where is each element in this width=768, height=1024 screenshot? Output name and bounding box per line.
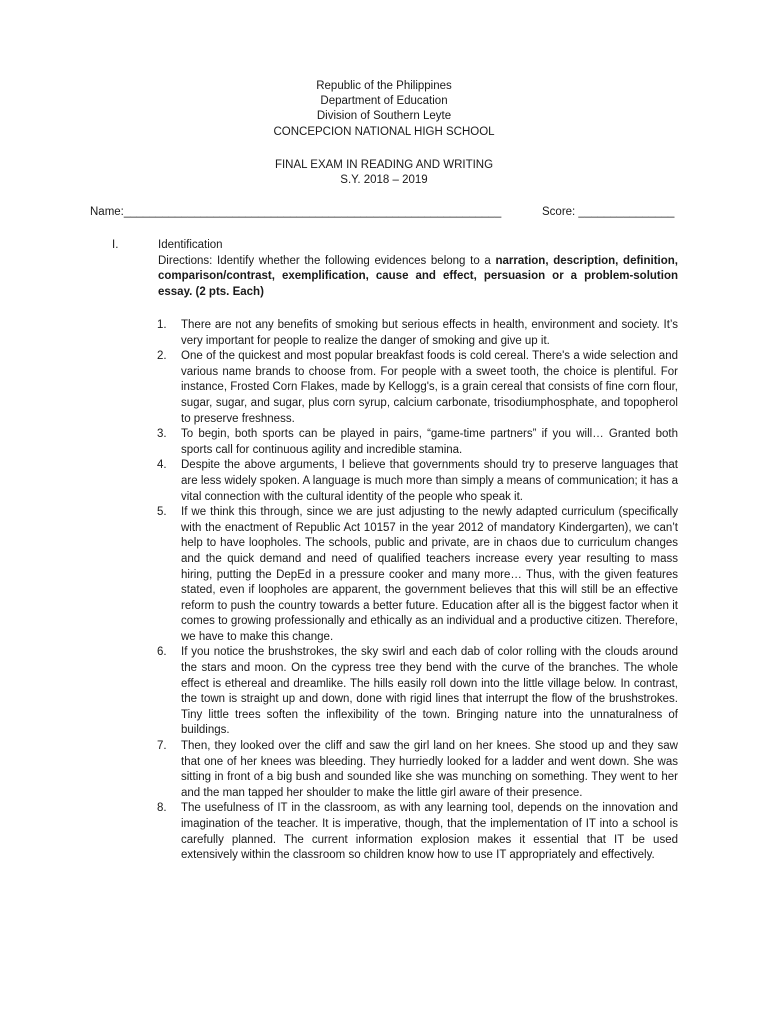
exam-title: FINAL EXAM IN READING AND WRITING [274, 159, 494, 171]
directions-text: Directions: Identify whether the following evidences belong to a [158, 254, 496, 267]
question-text: To begin, both sports can be played in pairs, “game-time partners” if you will… Granted both sports call for continuous agility and incredible stamina. [181, 428, 678, 456]
question-list [157, 318, 678, 864]
school-header [0, 79, 768, 140]
question-number: 5. [157, 506, 167, 519]
question-item-7 [157, 739, 678, 801]
question-text: If we think this through, since we are just adjusting to the newly adapted curriculum (specifically with the enactment of Republic Act 10157 in the year 2012 of mandatory Kindergarten), we can’t help to have loopholes. The schools, public and private, are in chaos due to curriculum changes and the quick demand and need of qualified teachers increase every year resulting to mass hiring, putting the DepEd in a pressure cooker and many more… Thus, with the given features stated, even if loopholes are apparent, the government believes that this will still be an effective reform to push the country towards a better future. Education after all is the biggest factor when it comes to growing professionally and ethically as an individual and a productive citizen. Therefore, we have to make this change. [181, 506, 678, 643]
question-item-6 [157, 645, 678, 739]
directions-essay-types: narration, description, definition, comparison/contrast, exemplification, cause and effect, persuasion or a problem-solution essay. (2 pts. Each) [158, 254, 678, 298]
question-number: 1. [157, 319, 167, 331]
question-number: 7. [157, 740, 167, 753]
section-numeral: I. [112, 239, 119, 251]
question-number: 6. [157, 646, 167, 659]
question-item-3 [157, 427, 678, 458]
question-item-2 [157, 349, 678, 427]
header-republic: Republic of the Philippines [316, 80, 452, 92]
question-item-5 [157, 505, 678, 645]
question-text: If you notice the brushstrokes, the sky swirl and each dab of color rolling with the clouds around the stars and moon. On the cypress tree they bend with the curve of the branches. The whole effect is ethereal and dreamlike. The hills easily roll down into the little village below. In contrast, the town is straight up and down, done with rigid lines that interrupt the flow of the brushstrokes. Tiny little trees soften the inflexibility of the town. Bringing nature into the unnaturalness of buildings. [181, 646, 678, 737]
question-number: 3. [157, 428, 167, 441]
score-field: Score: _______________ [542, 206, 675, 218]
question-text: One of the quickest and most popular breakfast foods is cold cereal. There's a wide selection and various name brands to choose from. For people with a sweet tooth, the choice is plentiful. For instance, Frosted Corn Flakes, made by Kellogg's, is a grain cereal that consists of fine corn flour, sugar, sugar, and sugar, plus corn syrup, calcium carbonate, trisodiumphosphate, and topopherol to preserve freshness. [181, 350, 678, 425]
exam-title-block [0, 158, 768, 188]
section-body [158, 238, 678, 300]
header-department: Department of Education [320, 95, 448, 108]
question-number: 4. [157, 459, 167, 472]
section-directions [158, 254, 678, 301]
section-heading: Identification [158, 239, 223, 251]
question-number: 8. [157, 802, 167, 815]
header-school-name: CONCEPCION NATIONAL HIGH SCHOOL [273, 125, 495, 138]
question-number: 2. [157, 350, 167, 363]
question-item-4 [157, 458, 678, 505]
question-text: Then, they looked over the cliff and saw the girl land on her knees. She stood up and they saw that one of her knees was bleeding. They hurriedly looked for a ladder and went down. She was sitting in front of a big bush and sounded like she was munching on something. They went to her and the man tapped her shoulder to make the little girl aware of their presence. [181, 740, 678, 799]
question-text: There are not any benefits of smoking but serious effects in health, environment and society. It’s very important for people to realize the danger of smoking and give up it. [181, 319, 678, 347]
school-year: S.Y. 2018 – 2019 [340, 174, 428, 187]
question-item-8 [157, 801, 678, 863]
header-division: Division of Southern Leyte [316, 110, 452, 123]
question-text: The usefulness of IT in the classroom, as with any learning tool, depends on the innovation and imagination of the teacher. It is imperative, though, that the implementation of IT into a school is carefully planned. The current information explosion makes it essential that IT be used extensively within the classroom so children know how to use IT appropriately and effectively. [181, 802, 678, 862]
question-item-1 [157, 318, 678, 349]
name-field: Name:___________________________________________________________ [90, 206, 502, 218]
question-text: Despite the above arguments, I believe that governments should try to preserve languages that are less widely spoken. A language is much more than simply a means of communication; it has a vital connection with the cultural identity of the people who speak it. [181, 459, 678, 503]
